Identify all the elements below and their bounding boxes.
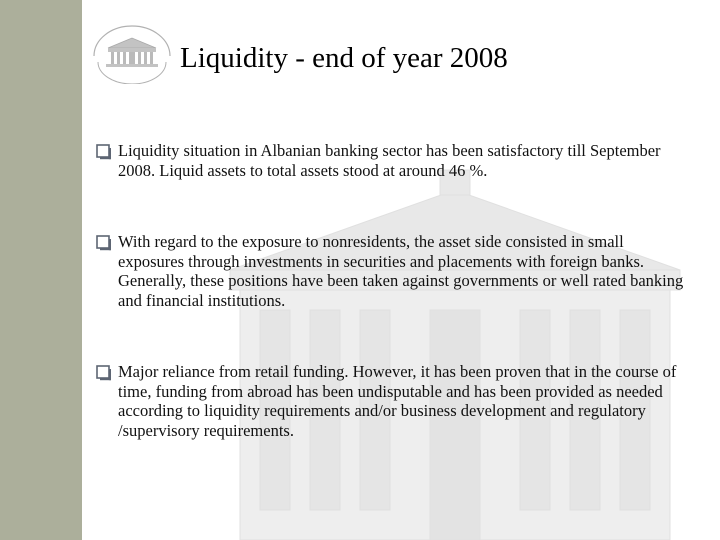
bullet-item-retail-funding (82, 362, 690, 440)
checkbox-square-bullet-icon (96, 144, 113, 161)
bullet-text: With regard to the exposure to nonresidents, the asset side consisted in small exposures through investments in securities and placements with foreign banks. Generally, these positions have been taken against governments or well rated banking and financial institutions. (118, 232, 684, 310)
slide-title: Liquidity - end of year 2008 (180, 42, 508, 74)
bullet-item-liquidity-situation (82, 141, 690, 180)
bullet-text: Major reliance from retail funding. However, it has been proven that in the course of time, funding from abroad has been undisputable and has been provided as needed according to liquidity requirements and/or business development and regulatory /supervisory requirements. (118, 362, 677, 440)
checkbox-square-bullet-icon (96, 235, 113, 252)
bank-of-albania-building-logo (86, 18, 178, 84)
left-color-band (0, 0, 82, 540)
bullet-item-exposure-nonresidents (82, 232, 690, 310)
bank-building-watermark (190, 150, 720, 540)
checkbox-square-bullet-icon (96, 365, 113, 382)
bullet-text: Liquidity situation in Albanian banking sector has been satisfactory till September 2008. Liquid assets to total assets stood at around 46 %. (118, 141, 661, 180)
